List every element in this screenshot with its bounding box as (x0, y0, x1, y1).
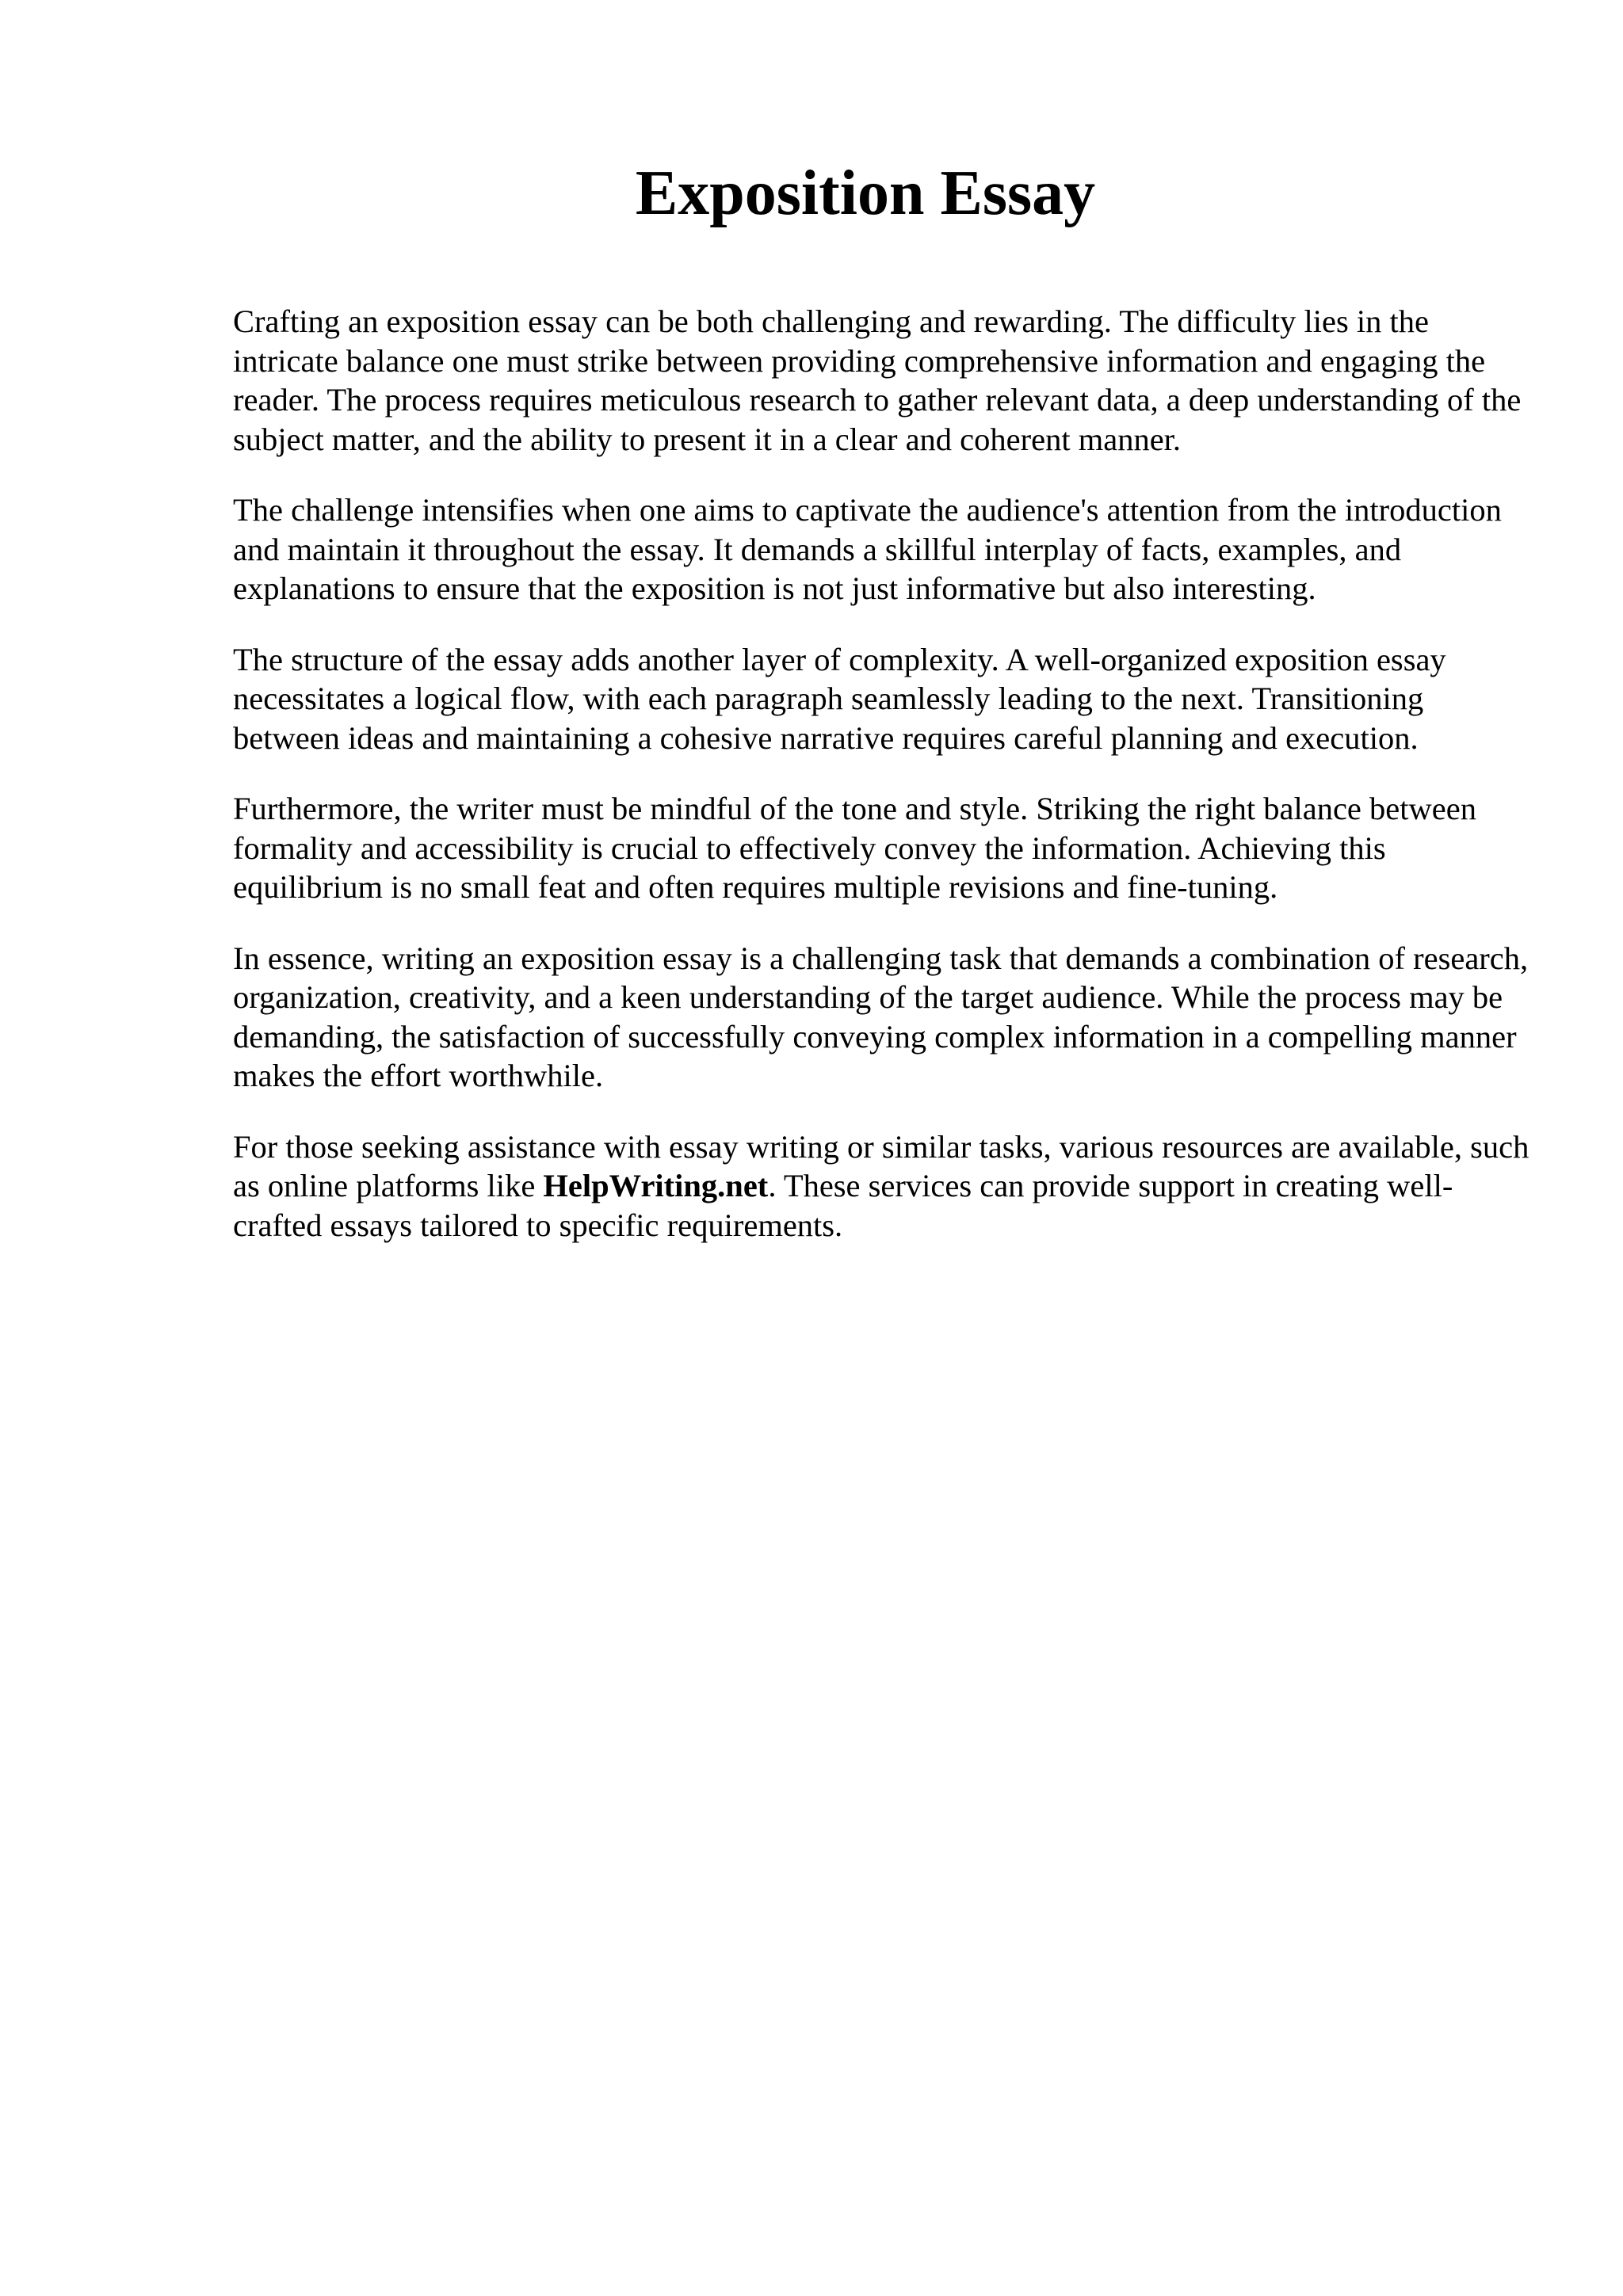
closing-text-before: For those seeking assistance with essay writing or similar tasks, various resources are available, such as online platforms like (233, 1128, 1529, 1203)
essay-body (233, 302, 1533, 1276)
paragraph: The structure of the essay adds another layer of complexity. A well-organized exposition essay necessitates a logical flow, with each paragraph seamlessly leading to the next. Transitioning between ideas and maintaining a cohesive narrative requires careful planning and execution. (233, 641, 1446, 756)
paragraph: The challenge intensifies when one aims to captivate the audience's attention from the introduction and maintain it throughout the essay. It demands a skillful interplay of facts, examples, and explanations to ensure that the exposition is not just informative but also interesting. (233, 492, 1502, 606)
paragraph: Crafting an exposition essay can be both challenging and rewarding. The difficulty lies in the intricate balance one must strike between providing comprehensive information and engaging the reader. The process requires meticulous research to gather relevant data, a deep understanding of the subject matter, and the ability to present it in a clear and coherent manner. (233, 303, 1522, 457)
page-title: Exposition Essay (635, 158, 1096, 228)
paragraph: In essence, writing an exposition essay is a challenging task that demands a combination of research, organization, creativity, and a keen understanding of the target audience. While the process may be demanding, the satisfaction of successfully conveying complex information in a compelling manner makes the effort worthwhile. (233, 940, 1529, 1093)
closing-text-after: . These services can provide support in creating well-crafted essays tailored to specific requirements. (233, 1168, 1453, 1243)
helpwriting-link[interactable]: HelpWriting.net (543, 1168, 769, 1203)
closing-paragraph (233, 1127, 1533, 1245)
paragraph: Furthermore, the writer must be mindful of the tone and style. Striking the right balance between formality and accessibility is crucial to effectively convey the information. Achieving this equilibrium is no small feat and often requires multiple revisions and fine-tuning. (233, 791, 1476, 905)
